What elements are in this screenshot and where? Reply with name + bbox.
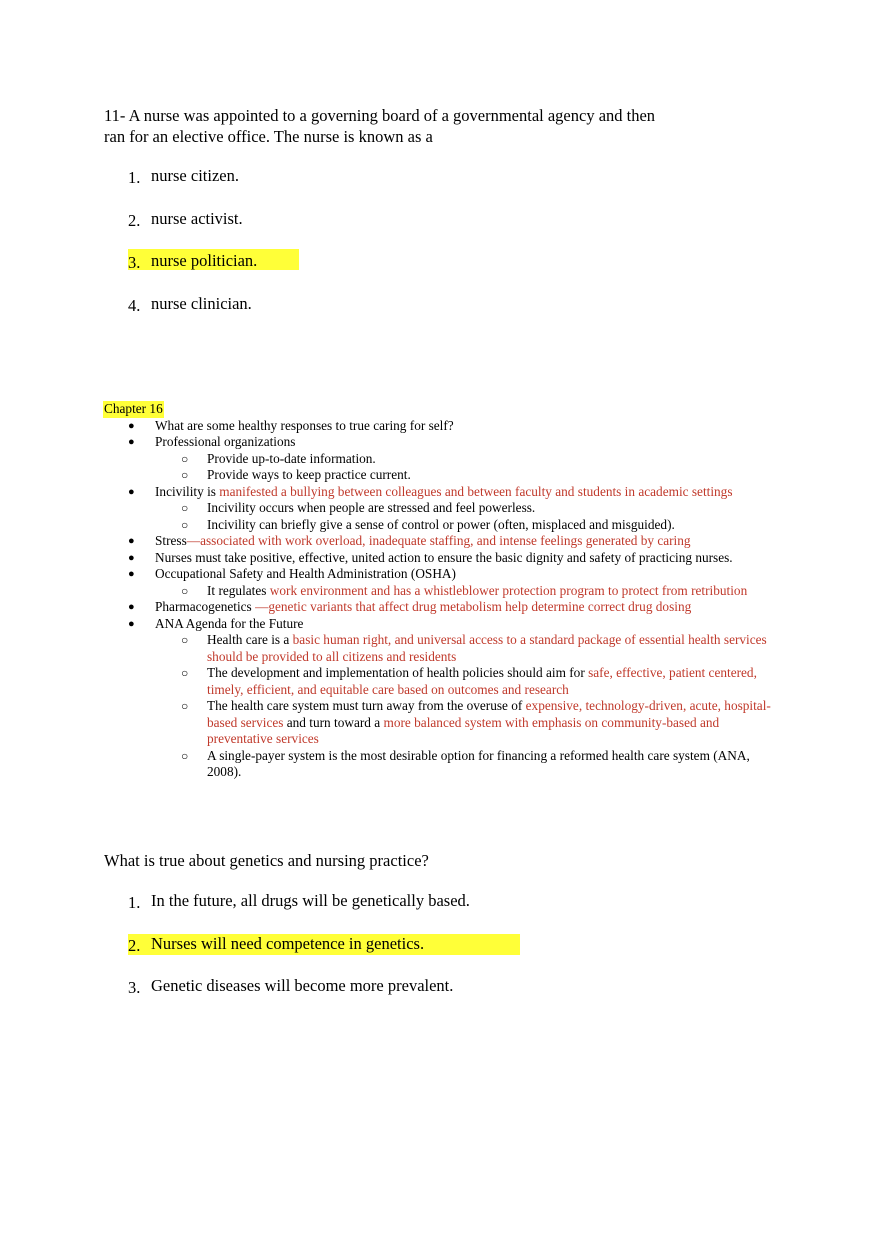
notes-list: [103, 418, 783, 781]
chapter-heading: Chapter 16: [104, 401, 163, 416]
option-number: 3.: [128, 253, 141, 272]
sub-list-item: [103, 632, 783, 665]
option-number: 2.: [128, 935, 141, 955]
item-answer: manifested a bullying between colleagues and between faculty and students in academic settings: [219, 483, 733, 499]
option-text: Nurses will need competence in genetics.: [151, 933, 425, 953]
item-answer: —genetic variants that affect drug metabolism help determine correct drug dosing: [255, 599, 692, 614]
option-number: 1.: [128, 893, 141, 912]
option-text: nurse politician.: [151, 251, 258, 270]
item-answer: more balanced system with emphasis on community-based and preventative services: [207, 714, 720, 746]
item-answer: work environment and has a whistleblower protection program to protect from retribution: [269, 582, 748, 598]
sub-list-item: ○ Incivility occurs when people are stressed and feel powerless.: [103, 500, 783, 517]
sub-list-item: ○ Incivility can briefly give a sense of control or power (often, misplaced and misguided).: [103, 517, 783, 534]
item-label: It regulates: [207, 582, 270, 598]
list-item: ● Occupational Safety and Health Administration (OSHA): [103, 566, 783, 583]
item-label: Health care is a: [207, 632, 293, 647]
option-text: nurse clinician.: [151, 293, 252, 313]
sub-list-item: ○ Provide up-to-date information.: [103, 451, 783, 468]
option-text: In the future, all drugs will be genetically based.: [151, 891, 470, 910]
list-item: ● Nurses must take positive, effective, united action to ensure the basic dignity and safety of practicing nurses.: [103, 550, 783, 567]
item-answer: basic human right, and universal access to a standard package of essential health services should be provided to all citizens and residents: [207, 632, 767, 664]
item-label: Pharmacogenetics: [155, 599, 256, 614]
question-11-stem: 11- A nurse was appointed to a governing board of a governmental agency and then ran for an elective office. The nurse is known as a: [104, 106, 656, 146]
sub-list-item: [103, 698, 783, 748]
list-item: [103, 599, 783, 616]
item-label: and turn toward a: [283, 714, 384, 730]
list-item: ● Professional organizations: [103, 434, 783, 451]
sub-list-item: ○ A single-payer system is the most desirable option for financing a reformed health care system (ANA, 2008).: [103, 748, 783, 781]
item-answer: —associated with work overload, inadequate staffing, and intense feelings generated by caring: [186, 533, 691, 548]
option-number: 3.: [128, 978, 141, 997]
option-number: 4.: [128, 295, 141, 315]
option-number: 2.: [128, 210, 141, 230]
chapter-notes: [103, 401, 783, 781]
item-label: Stress: [155, 533, 187, 548]
option-text: Genetic diseases will become more prevalent.: [151, 976, 454, 995]
sub-list-item: [103, 665, 783, 698]
option-number: 1.: [128, 168, 141, 187]
list-item: ● ANA Agenda for the Future: [103, 616, 783, 633]
list-item: [103, 484, 783, 501]
question-genetics-stem: What is true about genetics and nursing practice?: [104, 851, 429, 870]
list-item: [103, 533, 783, 550]
sub-list-item: [103, 583, 783, 600]
sub-list-item: ○ Provide ways to keep practice current.: [103, 467, 783, 484]
option-text: nurse activist.: [151, 208, 243, 228]
list-item: ● What are some healthy responses to true caring for self?: [103, 418, 783, 435]
item-answer: expensive, technology-driven, acute, hospital-based services: [207, 698, 771, 730]
item-label: The health care system must turn away from the overuse of: [207, 698, 526, 713]
item-answer: safe, effective, patient centered, timely, efficient, and equitable care based on outcomes and research: [207, 665, 757, 697]
item-label: Incivility is: [155, 483, 220, 499]
option-text: nurse citizen.: [151, 166, 239, 185]
item-label: The development and implementation of health policies should aim for: [207, 665, 589, 680]
